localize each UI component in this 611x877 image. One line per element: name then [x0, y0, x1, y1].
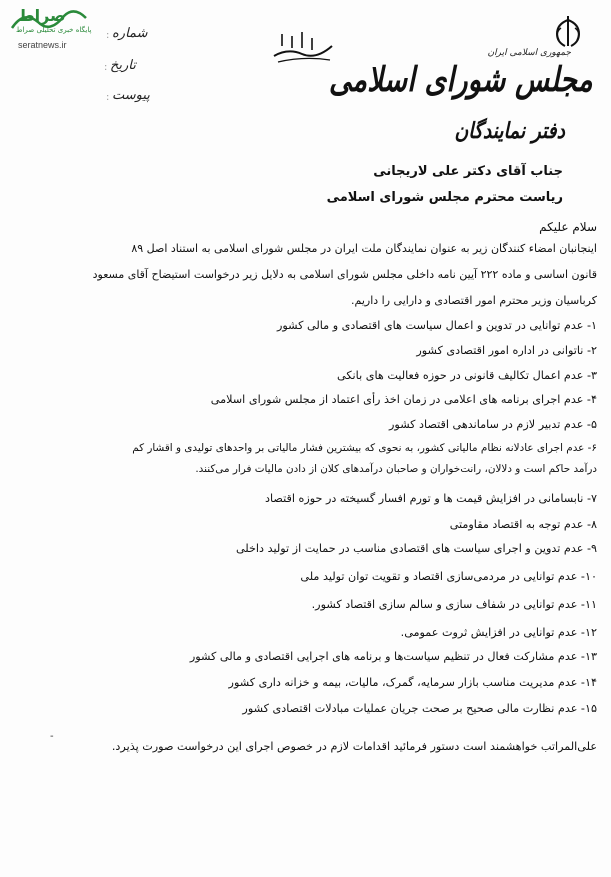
watermark-url: seratnews.ir — [18, 40, 67, 50]
parliament-name: مجلس شورای اسلامی — [329, 60, 593, 100]
list-item: ۳- عدم اعمال تکالیف قانونی در حوزه فعالیت های بانکی — [337, 369, 597, 382]
number-field-label: شماره — [112, 26, 148, 41]
greeting: سلام علیکم — [539, 220, 597, 234]
watermark-logo-text: صراط — [18, 6, 66, 25]
list-item: ۲- ناتوانی در اداره امور اقتصادی کشور — [416, 344, 597, 357]
watermark — [4, 4, 94, 50]
list-item: ۴- عدم اجرای برنامه های اعلامی در زمان اخذ رأی اعتماد از مجلس شورای اسلامی — [210, 393, 597, 406]
attachment-field-label: پیوست — [112, 88, 150, 103]
list-item: ۱۰- عدم توانایی در مردمی‌سازی اقتصاد و تقویت توان تولید ملی — [300, 570, 597, 583]
list-item-continuation: درآمد حاکم است و دلالان، رانت‌خواران و صاحبان درآمدهای کلان از دادن مالیات فرار می‌کنند. — [195, 463, 597, 475]
list-item: ۷- نابسامانی در افزایش قیمت ها و تورم افسار گسیخته در حوزه اقتصاد — [265, 492, 597, 505]
list-item: ۱۱- عدم توانایی در شفاف سازی و سالم سازی اقتصاد کشور. — [311, 598, 597, 611]
margin-mark: ‐ — [50, 731, 54, 742]
list-item: ۱۲- عدم توانایی در افزایش ثروت عمومی. — [400, 626, 597, 639]
number-field-colon: : — [106, 30, 111, 41]
office-name: دفتر نمایندگان — [454, 118, 565, 144]
intro-line-1: اینجانبان امضاء کنندگان زیر به عنوان نمایندگان ملت ایران در مجلس شورای اسلامی به استناد اصل ۸۹ — [131, 242, 597, 255]
iran-emblem-icon — [551, 14, 585, 50]
list-item: ۸- عدم توجه به اقتصاد مقاومتی — [449, 518, 597, 531]
list-item: ۱۴- عدم مدیریت مناسب بازار سرمایه، گمرک، مالیات، بیمه و خزانه داری کشور — [228, 676, 597, 689]
list-item: ۵- عدم تدبیر لازم در ساماندهی اقتصاد کشور — [389, 418, 597, 431]
date-field-label: تاریخ — [110, 58, 136, 73]
intro-line-3: کرباسیان وزیر محترم امور اقتصادی و دارایی را داریم. — [351, 294, 597, 307]
addressee-title: ریاست محترم مجلس شورای اسلامی — [326, 190, 563, 205]
list-item: ۹- عدم تدوین و اجرای سیاست های اقتصادی مناسب در حمایت از تولید داخلی — [235, 542, 597, 555]
letterhead-subtitle: جمهوری اسلامی ایران — [487, 48, 571, 58]
basmala-calligraphy — [268, 26, 338, 66]
basmala-text: بسمه تعالی — [303, 50, 308, 51]
list-item: ۱۳- عدم مشارکت فعال در تنظیم سیاست‌ها و برنامه های اجرایی اقتصادی و مالی کشور — [189, 650, 597, 663]
list-item: ۶- عدم اجرای عادلانه نظام مالیاتی کشور، به نحوی که بیشترین فشار مالیاتی بر واحدهای تولیدی و اقشار کم — [132, 442, 597, 454]
watermark-tagline: پایگاه خبری تحلیلی صراط — [16, 26, 92, 34]
list-item: ۱- عدم توانایی در تدوین و اعمال سیاست های اقتصادی و مالی کشور — [276, 319, 597, 332]
list-item: ۱۵- عدم نظارت مالی صحیح بر صحت جریان عملیات مبادلات اقتصادی کشور — [242, 702, 597, 715]
addressee-name: جناب آقای دکتر علی لاریجانی — [373, 164, 563, 179]
intro-line-2: قانون اساسی و ماده ۲۲۲ آیین نامه داخلی مجلس شورای اسلامی به دلایل زیر درخواست استیضاح آقای مسعود — [92, 268, 597, 281]
closing-line: علی‌المراتب خواهشمند است دستور فرمائید اقدامات لازم در خصوص اجرای این درخواست صورت پذیرد. — [111, 740, 597, 753]
attachment-field-colon: : — [106, 92, 111, 103]
date-field-colon: : — [104, 62, 109, 73]
